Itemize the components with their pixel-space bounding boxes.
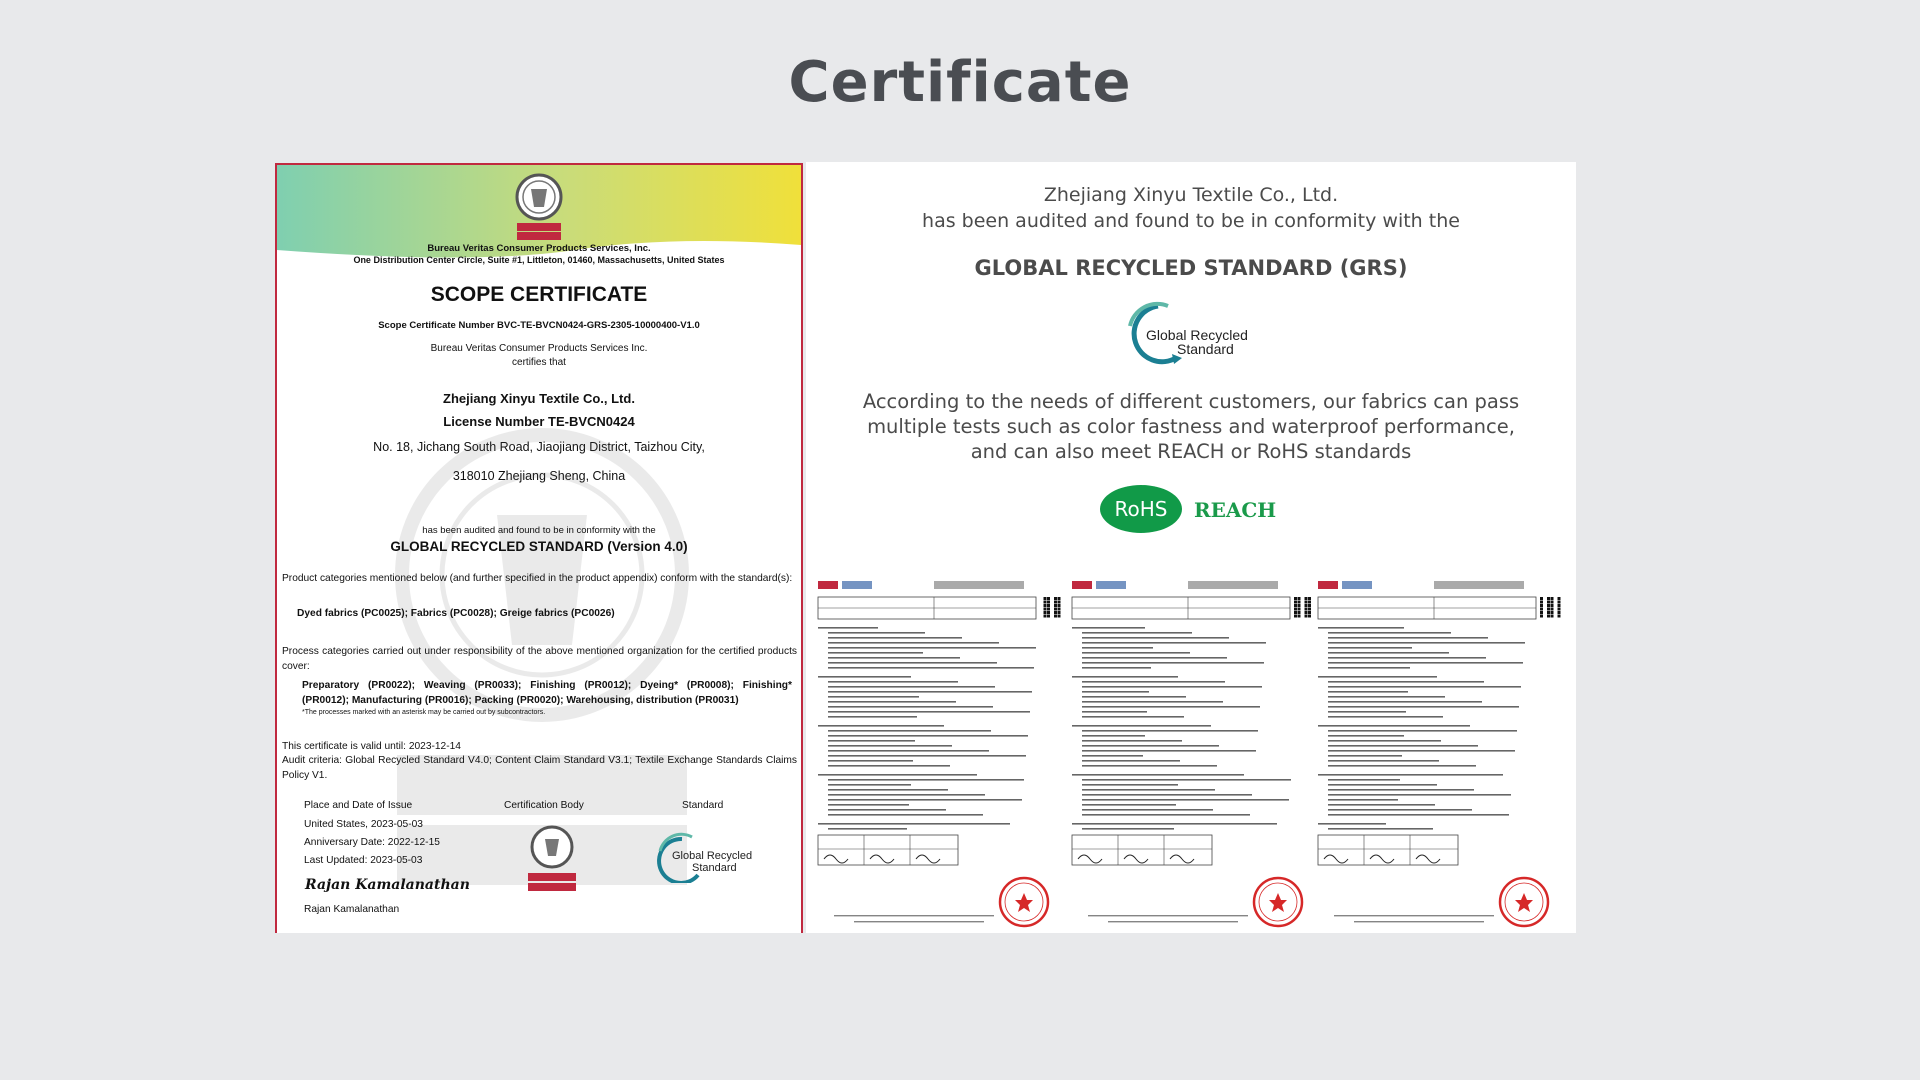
last-updated: Last Updated: 2023-05-03 (304, 855, 423, 866)
description-line-1: According to the needs of different customers, our fabrics can pass (862, 390, 1520, 413)
bureau-veritas-logo (509, 171, 569, 243)
grs-info-panel (806, 162, 1576, 933)
process-categories-intro: Process categories carried out under responsibility of the above mentioned organization for the certified products cover: (282, 646, 797, 672)
company-name: Zhejiang Xinyu Textile Co., Ltd. (443, 391, 635, 406)
grs-logo-small (652, 831, 762, 883)
certifier-line: Bureau Veritas Consumer Products Services Inc. (430, 343, 648, 354)
report-thumbnail (1068, 577, 1318, 933)
footer-head-body: Certification Body (504, 800, 584, 811)
signature: Rajan Kamalanathan (305, 877, 470, 893)
address-line-1: No. 18, Jichang South Road, Jiaojiang District, Taizhou City, (373, 440, 705, 454)
description-line-2: multiple tests such as color fastness and waterproof performance, (867, 415, 1515, 438)
process-categories: Preparatory (PR0022); Weaving (PR0033); Finishing (PR0012); Dyeing* (PR0008); Finishing* (PR0012); Manufacturing (PR0016); Packing (PR0020); Warehousing, distribution (PR0031) (302, 680, 792, 706)
reach-label: REACH (1194, 498, 1277, 522)
audited-line: has been audited and found to be in conformity with the (422, 525, 656, 536)
svg-text:Standard: Standard (692, 862, 737, 874)
panel-company: Zhejiang Xinyu Textile Co., Ltd. (1043, 184, 1339, 206)
issuer-address: One Distribution Center Circle, Suite #1, Littleton, 01460, Massachusetts, United States (353, 255, 725, 265)
grs-logo-line1: Global Recycled (1146, 327, 1248, 343)
page-title: Certificate (788, 50, 1132, 115)
process-note: *The processes marked with an asterisk may be carried out by subcontractors. (302, 709, 546, 716)
svg-text:Global Recycled: Global Recycled (672, 850, 753, 862)
scope-certificate (275, 163, 803, 933)
description-line-3: and can also meet REACH or RoHS standards (970, 440, 1412, 463)
audit-criteria: Audit criteria: Global Recycled Standard V4.0; Content Claim Standard V3.1; Textile Exchange Standards Claims Policy V1. (282, 755, 797, 781)
footer-head-place: Place and Date of Issue (304, 800, 413, 811)
report-thumbnail (814, 577, 1064, 933)
certificate-number: Scope Certificate Number BVC-TE-BVCN0424-GRS-2305-10000400-V1.0 (378, 320, 700, 331)
footer-head-standard: Standard (682, 800, 724, 811)
address-line-2: 318010 Zhejiang Sheng, China (452, 469, 626, 483)
product-categories: Dyed fabrics (PC0025); Fabrics (PC0028); Greige fabrics (PC0026) (297, 608, 615, 619)
signer-name: Rajan Kamalanathan (304, 904, 400, 915)
standard-name: GLOBAL RECYCLED STANDARD (Version 4.0) (390, 539, 688, 554)
certificate-title: SCOPE CERTIFICATE (430, 283, 648, 306)
issuer-name: Bureau Veritas Consumer Products Services, Inc. (427, 243, 651, 254)
panel-standard: GLOBAL RECYCLED STANDARD (GRS) (974, 256, 1408, 280)
anniversary-date: Anniversary Date: 2022-12-15 (304, 837, 440, 848)
test-report-1 (814, 577, 1064, 933)
license-number: License Number TE-BVCN0424 (443, 414, 635, 429)
panel-audited-line: has been audited and found to be in conformity with the (922, 210, 1460, 232)
certifies-that: certifies that (512, 357, 566, 368)
rohs-badge: RoHS (1100, 485, 1182, 533)
test-report-2 (1068, 577, 1318, 933)
product-categories-intro: Product categories mentioned below (and further specified in the product appendix) conform with the standard(s): (282, 573, 793, 584)
issue-place-date: United States, 2023-05-03 (304, 819, 423, 830)
grs-logo-line2: Standard (1177, 341, 1234, 357)
report-thumbnail (1314, 577, 1564, 933)
test-report-3 (1314, 577, 1564, 933)
valid-until: This certificate is valid until: 2023-12-14 (282, 741, 461, 752)
bureau-veritas-small-logo (522, 823, 582, 895)
